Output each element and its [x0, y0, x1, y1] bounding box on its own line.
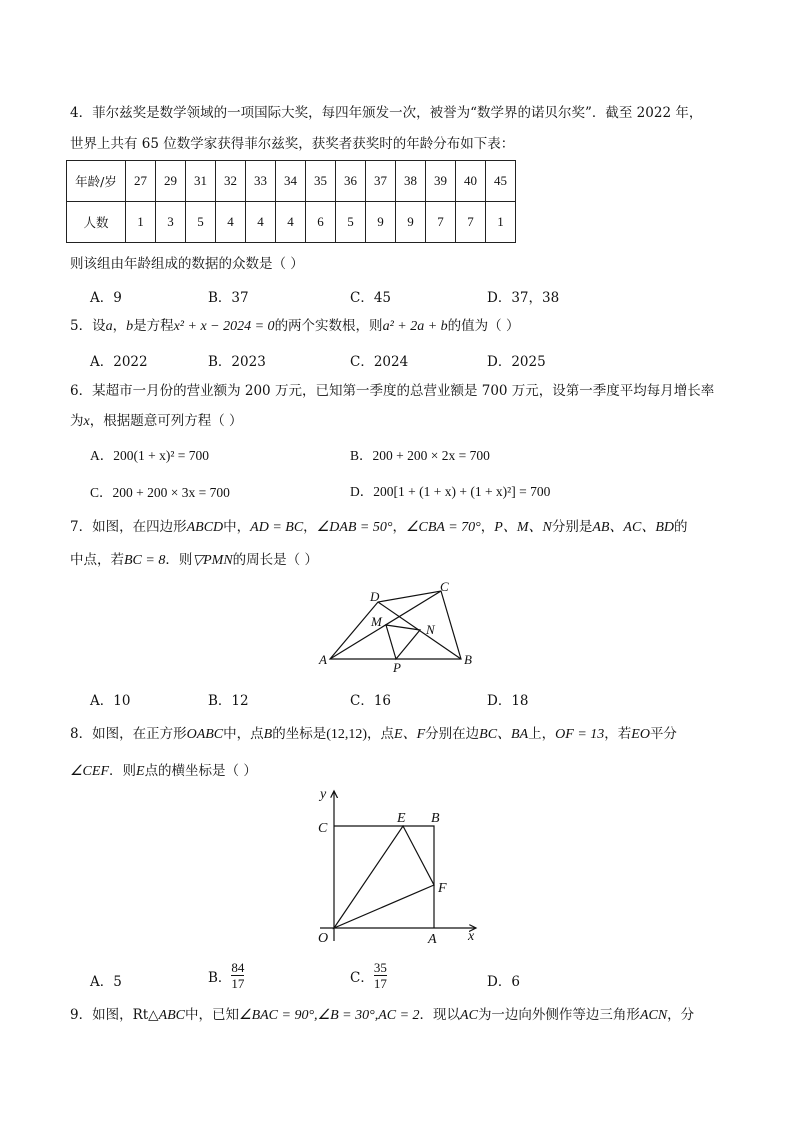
q8-option-c	[350, 960, 387, 991]
q8-of-value: OF = 13	[555, 727, 605, 742]
square-sides	[334, 826, 434, 928]
table-cell-age: 32	[216, 161, 246, 202]
q8-points: E、F	[394, 727, 426, 742]
table-cell-count: 6	[306, 202, 336, 243]
q4-option-b: B．37	[208, 290, 249, 306]
q6-line2	[70, 412, 243, 431]
q5-expression: a² + 2a + b	[382, 319, 448, 334]
fraction-denominator: 17	[373, 976, 387, 991]
q8-option-b	[208, 960, 244, 991]
q5-suffix: 的值为（ ）	[447, 318, 520, 334]
label-y: y	[320, 787, 327, 802]
label-a: A	[319, 652, 327, 667]
label-e: E	[397, 811, 406, 826]
q7-sep: ，	[303, 519, 317, 535]
q9-text: 为一边向外侧作等边三角形	[477, 1007, 640, 1023]
label-n: N	[426, 622, 435, 637]
q5-mid2: 的两个实数根，则	[274, 318, 383, 334]
table-cell-age: 39	[426, 161, 456, 202]
q9-triangle-acn: ACN	[639, 1008, 668, 1023]
q5-option-c: C．2024	[350, 354, 409, 370]
q6-option-b: B．200 + 200 × 2x = 700	[350, 448, 490, 463]
q7-text: 的	[673, 519, 688, 535]
q9-text: 中，已知	[185, 1007, 240, 1023]
label-a: A	[428, 932, 437, 947]
table-cell-count: 9	[396, 202, 426, 243]
q8-square-figure	[310, 786, 485, 951]
q9-text: ，分	[667, 1007, 695, 1023]
label-c: C	[440, 580, 449, 594]
q8-option-b-prefix: B．	[208, 969, 232, 986]
q7-cond-angle-cba: ∠CBA = 70°	[405, 520, 481, 535]
q5-option-a: A．2022	[90, 354, 148, 370]
table-cell-count: 7	[456, 202, 486, 243]
q8-text: 中，点	[223, 726, 264, 742]
table-cell-age: 34	[276, 161, 306, 202]
q5-mid: 是方程	[133, 318, 174, 334]
q8-text: 点的横坐标是（ ）	[144, 763, 257, 779]
q6-line2-prefix: 为	[70, 413, 84, 429]
label-m: M	[371, 614, 382, 629]
table-cell-age: 33	[246, 161, 276, 202]
q7-text: 中，	[223, 519, 251, 535]
q8-angle: ∠CEF	[70, 764, 109, 779]
table-cell-count: 4	[216, 202, 246, 243]
table-cell-age: 38	[396, 161, 426, 202]
q5-option-d: D．2025	[487, 354, 546, 370]
q8-option-b-fraction	[231, 960, 244, 991]
table-cell-age: 31	[186, 161, 216, 202]
q7-bc-value: BC = 8	[124, 553, 166, 568]
label-p: P	[393, 660, 401, 675]
label-f: F	[438, 881, 447, 896]
label-o: O	[318, 931, 329, 946]
q8-option-c-prefix: C．	[350, 969, 374, 986]
q8-line1	[70, 725, 677, 744]
q8-text: ，点	[367, 726, 395, 742]
q7-text: ．则	[165, 552, 193, 568]
label-d: D	[370, 589, 380, 604]
q5-prefix: 5．设	[70, 318, 106, 334]
q8-line2	[70, 762, 257, 781]
q5-var-a: a	[105, 319, 113, 334]
table-cell-count: 7	[426, 202, 456, 243]
label-x: x	[468, 929, 475, 944]
q7-line2	[70, 551, 318, 570]
q8-point-b: B	[263, 727, 273, 742]
age-distribution-table	[66, 160, 516, 243]
q6-var-x: x	[83, 414, 90, 429]
q5-var-b: b	[126, 319, 134, 334]
q7-option-a: A．10	[90, 693, 131, 709]
label-c: C	[318, 821, 328, 836]
table-cell-count: 5	[186, 202, 216, 243]
q6-option-c: C．200 + 200 × 3x = 700	[90, 485, 230, 500]
table-cell-age: 45	[486, 161, 516, 202]
q9-line1	[70, 1006, 694, 1025]
q8-text: ，若	[604, 726, 632, 742]
q7-text: 7．如图，在四边形	[70, 519, 187, 535]
label-b: B	[431, 811, 440, 826]
table-cell-count: 3	[156, 202, 186, 243]
table-header-age: 年龄/岁	[67, 161, 126, 202]
q9-triangle-name: ABC	[158, 1008, 186, 1023]
q5-equation: x² + x − 2024 = 0	[173, 319, 275, 334]
q8-text: 的坐标是	[272, 726, 327, 742]
table-cell-count: 4	[276, 202, 306, 243]
table-cell-age: 27	[126, 161, 156, 202]
table-cell-count: 1	[126, 202, 156, 243]
q9-text: 9．如图，Rt△	[70, 1007, 159, 1023]
q8-option-c-fraction	[374, 960, 387, 991]
label-b: B	[464, 652, 472, 667]
table-cell-age: 37	[366, 161, 396, 202]
q7-triangle-name: ▽PMN	[192, 553, 233, 568]
fraction-numerator: 35	[373, 960, 387, 975]
q9-text: ．现以	[419, 1007, 461, 1023]
q8-text: 8．如图，在正方形	[70, 726, 187, 742]
q7-sep: ，	[480, 519, 495, 535]
table-cell-count: 1	[486, 202, 516, 243]
table-cell-count: 5	[336, 202, 366, 243]
q7-segments: AB、AC、BD	[592, 520, 674, 535]
q7-points: P、M、N	[494, 520, 552, 535]
q7-sep: ，	[392, 519, 406, 535]
q7-option-b: B．12	[208, 693, 249, 709]
q7-text: 分别是	[551, 519, 593, 535]
q5-stem	[70, 317, 519, 336]
triangle-pmn	[386, 625, 420, 659]
quad-abcd	[330, 591, 461, 659]
q8-text: ．则	[109, 763, 136, 779]
triangle-oef	[334, 826, 434, 928]
q4-line2: 世界上共有 65 位数学家获得菲尔兹奖，获奖者获奖时的年龄分布如下表：	[70, 136, 515, 152]
q7-text: 的周长是（ ）	[232, 552, 318, 568]
q4-option-c: C．45	[350, 290, 392, 306]
q4-question: 则该组由年龄组成的数据的众数是（ ）	[70, 256, 304, 272]
q6-line1: 6．某超市一月份的营业额为 200 万元，已知第一季度的总营业额是 700 万元，设第一季度平均每月增长率	[70, 383, 715, 399]
q6-line2-suffix: ，根据题意可列方程（ ）	[89, 413, 243, 429]
q8-coordinate: (12,12)	[326, 727, 368, 742]
table-header-count: 人数	[67, 202, 126, 243]
table-cell-count: 9	[366, 202, 396, 243]
q8-option-a: A．5	[90, 974, 122, 990]
q4-option-a: A．9	[90, 290, 122, 306]
table-cell-age: 36	[336, 161, 366, 202]
q7-option-c: C．16	[350, 693, 392, 709]
q8-text: 上，	[528, 726, 556, 742]
q8-text: 分别在边	[425, 726, 480, 742]
q8-square-name: OABC	[186, 727, 224, 742]
q8-text: 平分	[649, 726, 677, 742]
q8-eo: EO	[631, 727, 650, 742]
q9-conditions: ∠BAC = 90°,∠B = 30°,AC = 2	[239, 1008, 420, 1023]
q4-line1: 4．菲尔兹奖是数学领域的一项国际大奖，每四年颁发一次，被誉为“数学界的诺贝尔奖”．截至 2022 年，	[70, 105, 703, 121]
fraction-denominator: 17	[231, 976, 245, 991]
table-cell-age: 29	[156, 161, 186, 202]
q7-option-d: D．18	[487, 693, 529, 709]
q7-cond-angle-dab: ∠DAB = 50°	[316, 520, 393, 535]
table-cell-count: 4	[246, 202, 276, 243]
q5-option-b: B．2023	[208, 354, 266, 370]
fraction-numerator: 84	[231, 960, 245, 975]
q6-option-d: D．200[1 + (1 + x) + (1 + x)²] = 700	[350, 484, 551, 499]
q4-option-d: D．37，38	[487, 290, 560, 306]
q7-quadrilateral-figure	[316, 580, 486, 680]
q7-quad-name: ABCD	[186, 520, 224, 535]
q7-text: 中点，若	[70, 552, 124, 568]
q8-option-d: D．6	[487, 974, 520, 990]
q9-side-ac: AC	[460, 1008, 478, 1023]
q5-comma: ，	[112, 318, 127, 334]
q8-point-e: E	[136, 764, 145, 779]
q6-option-a: A．200(1 + x)² = 700	[90, 448, 210, 463]
q8-edges: BC、BA	[479, 727, 529, 742]
table-cell-age: 35	[306, 161, 336, 202]
q7-cond-ad-bc: AD = BC	[250, 520, 304, 535]
q7-line1	[70, 518, 687, 537]
table-cell-age: 40	[456, 161, 486, 202]
